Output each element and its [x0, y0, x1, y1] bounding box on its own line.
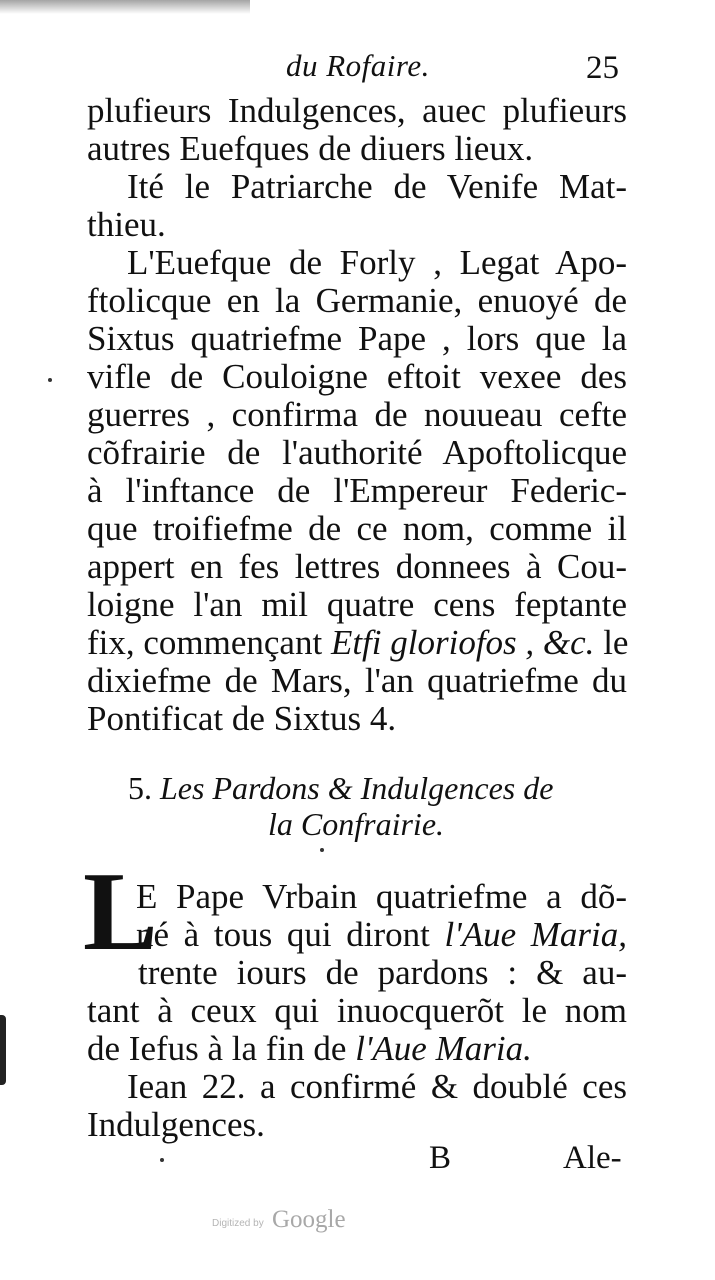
signature-mark: B [429, 1140, 452, 1176]
catchword: Ale- [563, 1140, 622, 1176]
top-edge-shadow [0, 0, 250, 14]
text-line: autres Euefques de diuers lieux. [87, 129, 534, 168]
text-line: guerres , confirma de nouueau cefte [87, 395, 627, 434]
text-line: à l'inftance de l'Empereur Federic- [87, 471, 627, 510]
text-line: que troifiefme de ce nom, comme il [87, 509, 627, 548]
text-line: Indulgences. [87, 1105, 265, 1144]
ink-speck [48, 378, 52, 382]
ink-speck [320, 848, 324, 852]
text-line: L'Euefque de Forly , Legat Apo- [127, 243, 627, 282]
text-line: E Pape Vrbain quatriefme a dõ- [136, 877, 627, 916]
section-heading-line: la Confrairie. [268, 806, 445, 842]
text-line: vifle de Couloigne eftoit vexee des [87, 357, 627, 396]
text-line: Iean 22. a confirmé & doublé ces [127, 1067, 627, 1106]
ink-speck [160, 1158, 164, 1162]
text-line: dixiefme de Mars, l'an quatriefme du [87, 661, 627, 700]
drop-cap: L [83, 850, 158, 974]
text-line: ftolicque en la Germanie, enuoyé de [87, 281, 627, 320]
text-line: appert en fes lettres donnees à Cou- [87, 547, 627, 586]
text-run: le [594, 623, 629, 662]
text-line: thieu. [87, 205, 166, 244]
running-header: du Rofaire. [286, 48, 430, 83]
section-title: Les Pardons & Indulgences de [160, 770, 554, 806]
text-line: Sixtus quatriefme Pape , lors que la [87, 319, 627, 358]
text-line: Pontificat de Sixtus 4. [87, 699, 397, 738]
text-line: loigne l'an mil quatre cens feptante [87, 585, 627, 624]
text-line: Ité le Patriarche de Venife Mat- [127, 167, 627, 206]
italic-quote: Etfi gloriofos , &c. [330, 623, 595, 662]
text-line [87, 624, 627, 662]
italic-quote: l'Aue Maria, [444, 915, 628, 954]
text-run: de Iefus à la fin de [87, 1029, 356, 1068]
left-edge-mark [0, 1015, 6, 1085]
section-number: 5. [128, 770, 152, 806]
text-line [87, 1030, 627, 1068]
google-watermark: Google [272, 1206, 346, 1233]
text-run: fix, commençant [87, 623, 331, 662]
text-line: tant à ceux qui inuocquerõt le nom [87, 991, 627, 1030]
page-number: 25 [586, 50, 619, 86]
text-line: plufieurs Indulgences, auec plufieurs [87, 91, 627, 130]
italic-quote: l'Aue Maria. [355, 1029, 532, 1068]
text-line: cõfrairie de l'authorité Apoftolicque [87, 433, 627, 472]
digitized-by-label: Digitized by [212, 1218, 264, 1229]
text-line: trente iours de pardons : & au- [138, 953, 627, 992]
text-run: né à tous qui diront [136, 915, 445, 954]
text-line [136, 916, 627, 954]
section-heading-line [128, 770, 553, 806]
